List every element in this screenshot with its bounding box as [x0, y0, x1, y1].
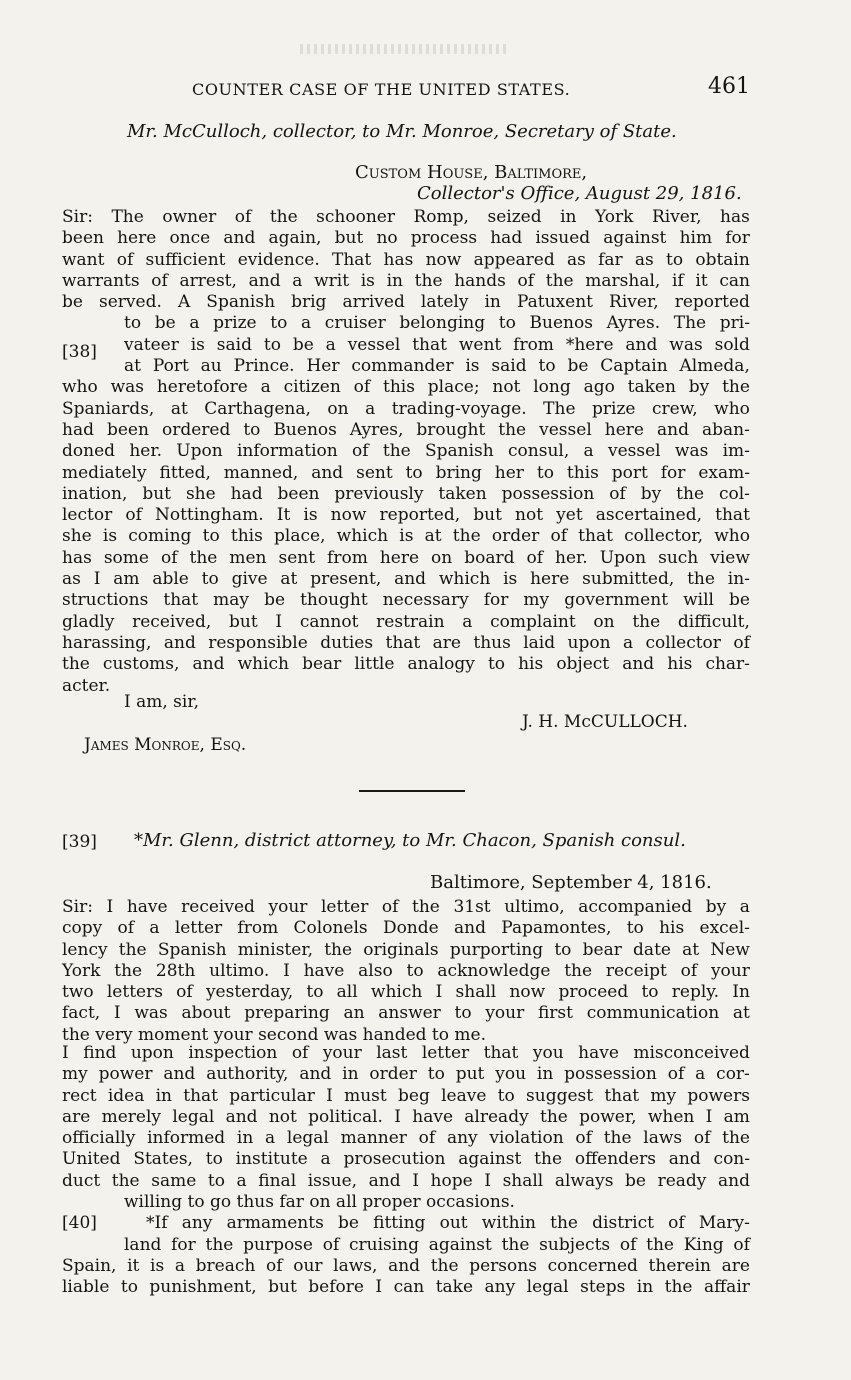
text-line: structions that may be thought necessary for my government will be: [62, 590, 750, 611]
text-line: warrants of arrest, and a writ is in the hands of the marshal, if it can: [62, 270, 750, 291]
text-line: are merely legal and not political. I have already the power, when I am: [62, 1106, 750, 1127]
letter2-para2: [62, 1043, 750, 1299]
text-line: Sir: I have received your letter of the 31st ultimo, accompanied by a: [62, 897, 750, 917]
letter1-addressee: James Monroe, Esq.: [84, 735, 247, 755]
text-line: harassing, and responsible duties that are thus laid upon a collector of: [62, 632, 750, 653]
text-line: my power and authority, and in order to put you in possession of a cor-: [62, 1064, 750, 1085]
text-line: liable to punishment, but before I can take any legal steps in the affair: [62, 1277, 750, 1298]
text-line: lector of Nottingham. It is now reported, but not yet ascertained, that: [62, 505, 750, 526]
text-line: York the 28th ultimo. I have also to acknowledge the receipt of your: [62, 960, 750, 981]
text-line: want of sufficient evidence. That has now appeared as far as to obtain: [62, 249, 750, 270]
page-smudge: [300, 44, 510, 54]
letter1-date: Collector's Office, August 29, 1816.: [417, 183, 742, 204]
text-line: land for the purpose of cruising against the subjects of the King of: [124, 1234, 750, 1255]
text-line: I find upon inspection of your last letter that you have misconceived: [62, 1043, 750, 1063]
text-line: lency the Spanish minister, the originals purporting to bear date at New: [62, 939, 750, 960]
text-line: Spaniards, at Carthagena, on a trading-voyage. The prize crew, who: [62, 398, 750, 419]
section-divider: [359, 790, 465, 792]
letter1-closing: I am, sir,: [124, 692, 200, 712]
letter2-heading: *Mr. Glenn, district attorney, to Mr. Chacon, Spanish consul.: [134, 830, 686, 851]
letter1-body: [62, 207, 750, 697]
text-line: had been ordered to Buenos Ayres, brought the vessel here and aban-: [62, 419, 750, 440]
text-line: willing to go thus far on all proper occasions.: [124, 1192, 515, 1213]
text-line: gladly received, but I cannot restrain a complaint on the difficult,: [62, 611, 750, 632]
text-line: United States, to institute a prosecution against the offenders and con-: [62, 1149, 750, 1170]
text-line: acter.: [62, 675, 111, 696]
letter2-dateline: Baltimore, September 4, 1816.: [430, 872, 712, 893]
text-line: doned her. Upon information of the Spanish consul, a vessel was im-: [62, 441, 750, 462]
letter1-place: Custom House, Baltimore,: [355, 162, 588, 183]
text-line: *If any armaments be fitting out within the district of Mary-: [146, 1213, 750, 1234]
letter1-heading: Mr. McCulloch, collector, to Mr. Monroe, Secretary of State.: [127, 121, 677, 142]
text-line: fact, I was about preparing an answer to your first communication at: [62, 1003, 750, 1024]
page-header: [0, 76, 851, 104]
text-line: ination, but she had been previously taken possession of by the col-: [62, 483, 750, 504]
text-line: been here once and again, but no process had issued against him for: [62, 228, 750, 249]
text-line: be served. A Spanish brig arrived lately in Patuxent River, reported: [62, 292, 750, 313]
margin-ref-39: [39]: [62, 832, 97, 852]
letter1-signature: J. H. McCULLOCH.: [522, 712, 688, 732]
letter2-para1: [62, 897, 750, 1046]
margin-ref-38: [38]: [62, 342, 97, 362]
text-line: as I am able to give at present, and which is here submitted, the in-: [62, 569, 750, 590]
text-line: vateer is said to be a vessel that went from *here and was sold: [124, 334, 750, 355]
page-number: 461: [708, 74, 750, 99]
text-line: officially informed in a legal manner of any violation of the laws of the: [62, 1128, 750, 1149]
text-line: who was heretofore a citizen of this place; not long ago taken by the: [62, 377, 750, 398]
text-line: at Port au Prince. Her commander is said to be Captain Almeda,: [124, 356, 750, 377]
text-line: the very moment your second was handed to me.: [62, 1024, 486, 1045]
text-line: two letters of yesterday, to all which I shall now proceed to reply. In: [62, 982, 750, 1003]
text-line: copy of a letter from Colonels Donde and Papamontes, to his excel-: [62, 918, 750, 939]
text-line: duct the same to a final issue, and I hope I shall always be ready and: [62, 1170, 750, 1191]
text-line: rect idea in that particular I must beg leave to suggest that my powers: [62, 1085, 750, 1106]
running-head: COUNTER CASE OF THE UNITED STATES.: [192, 80, 571, 99]
text-line: to be a prize to a cruiser belonging to Buenos Ayres. The pri-: [124, 313, 750, 334]
margin-ref-40: [40]: [62, 1213, 97, 1233]
text-line: Spain, it is a breach of our laws, and the persons concerned therein are: [62, 1255, 750, 1276]
text-line: Sir: The owner of the schooner Romp, seized in York River, has: [62, 207, 750, 227]
text-line: the customs, and which bear little analogy to his object and his char-: [62, 654, 750, 675]
text-line: mediately fitted, manned, and sent to bring her to this port for exam-: [62, 462, 750, 483]
text-line: she is coming to this place, which is at the order of that collector, who: [62, 526, 750, 547]
text-line: has some of the men sent from here on board of her. Upon such view: [62, 547, 750, 568]
